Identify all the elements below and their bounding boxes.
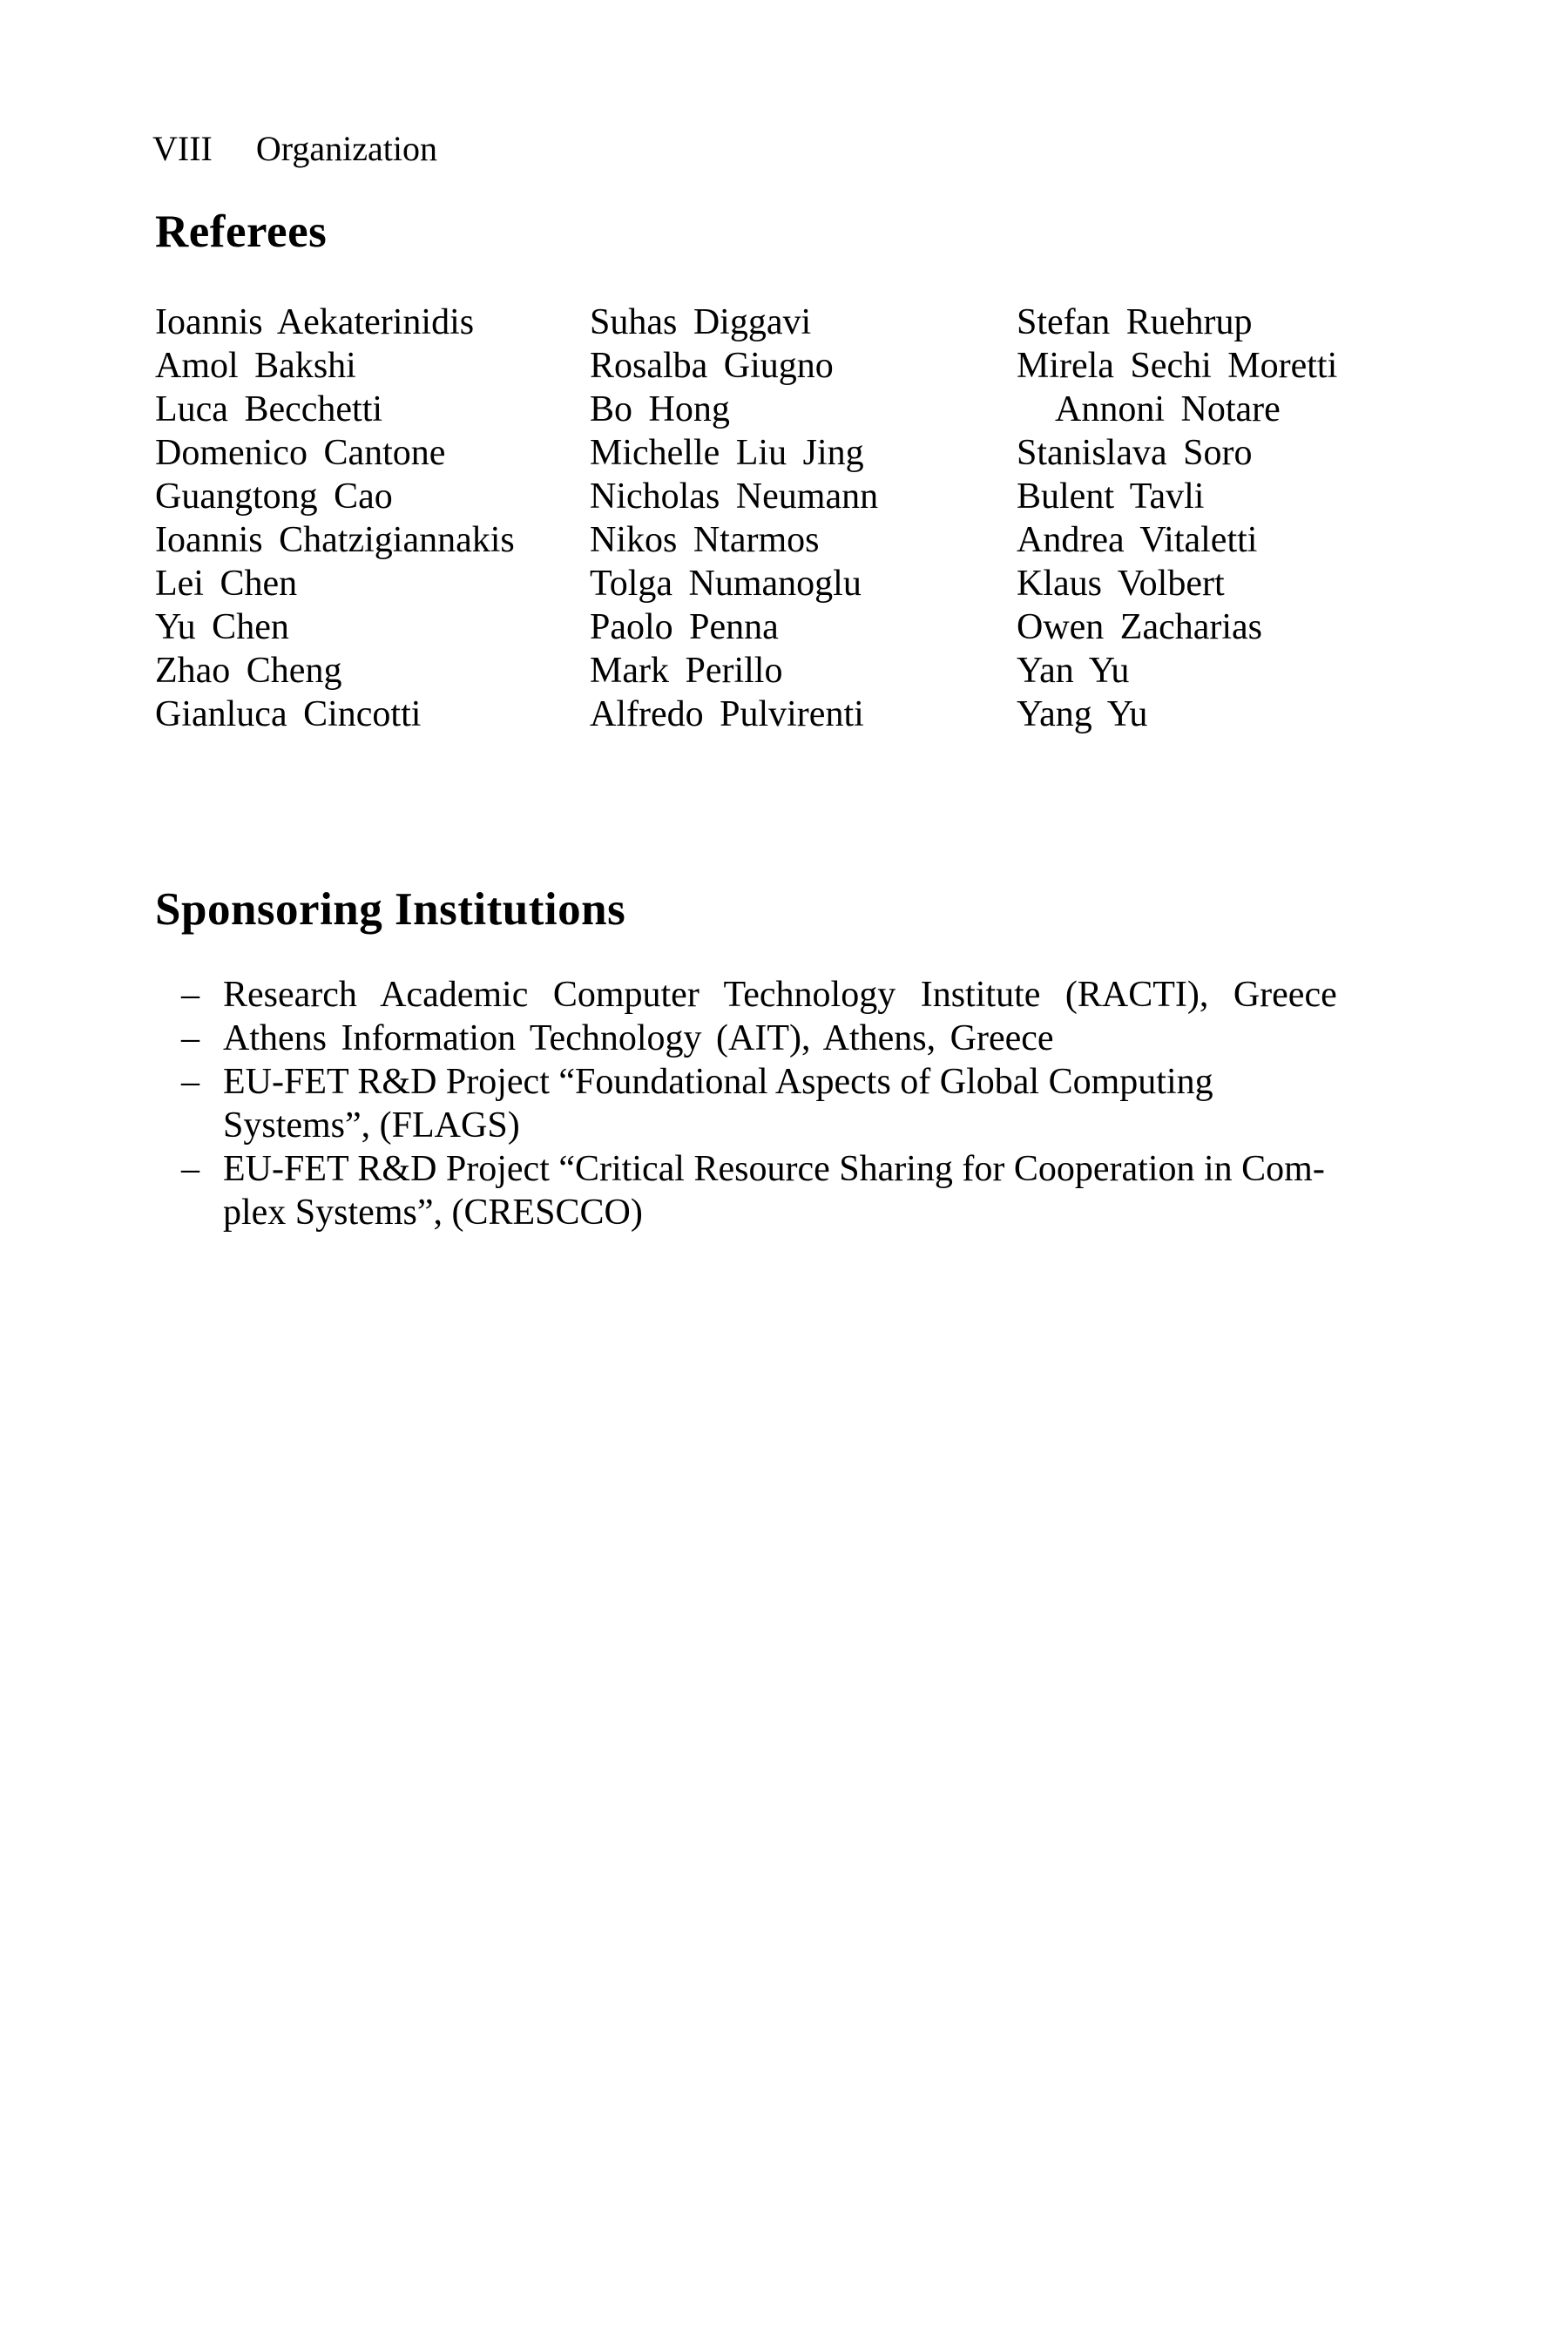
- referee-name: Paolo Penna: [590, 607, 779, 647]
- referee-name: Gianluca Cincotti: [155, 694, 422, 734]
- referee-name: Amol Bakshi: [155, 346, 356, 386]
- referee-name: Zhao Cheng: [155, 651, 342, 691]
- sponsoring-heading: Sponsoring Institutions: [155, 884, 626, 935]
- referee-name: Stefan Ruehrup: [1017, 302, 1253, 342]
- referee-name: Ioannis Chatzigiannakis: [155, 520, 515, 560]
- referee-name: Nicholas Neumann: [590, 476, 879, 517]
- referee-name: Domenico Cantone: [155, 433, 446, 473]
- referee-name: Mark Perillo: [590, 651, 783, 691]
- referee-name: Stanislava Soro: [1017, 433, 1253, 473]
- text-line: EU-FET R&D Project “Critical Resource Sharing for Cooperation in Com-: [223, 1149, 1325, 1189]
- referee-name: Yang Yu: [1017, 694, 1148, 734]
- dash-bullet-icon: –: [181, 1149, 199, 1189]
- sponsor-item-text: [223, 973, 1411, 1017]
- sponsor-list: [181, 973, 1411, 1234]
- referee-name: Suhas Diggavi: [590, 302, 812, 342]
- referee-name: Bulent Tavli: [1017, 476, 1205, 517]
- referee-name: Tolga Numanoglu: [590, 564, 862, 604]
- text-line: EU-FET R&D Project “Foundational Aspects of Global Computing: [223, 1062, 1213, 1102]
- referees-heading: Referees: [155, 206, 328, 257]
- referee-name: Yu Chen: [155, 607, 289, 647]
- sponsor-item-text: [223, 1060, 1411, 1147]
- referee-name: Annoni Notare: [1055, 389, 1281, 429]
- referees-column-1: [155, 301, 590, 736]
- referees-column-2: [590, 301, 1017, 736]
- referee-name: Mirela Sechi Moretti: [1017, 346, 1338, 386]
- referee-name: Nikos Ntarmos: [590, 520, 820, 560]
- dash-bullet-icon: –: [181, 1062, 199, 1102]
- text-line: plex Systems”, (CRESCCO): [223, 1193, 643, 1233]
- running-header: [152, 131, 437, 167]
- sponsor-item-text: [223, 1147, 1411, 1234]
- sponsor-item: [181, 1017, 1411, 1060]
- referee-name: Guangtong Cao: [155, 476, 393, 517]
- text-line: Systems”, (FLAGS): [223, 1105, 520, 1146]
- dash-bullet-icon: –: [181, 1018, 199, 1058]
- referee-name: Klaus Volbert: [1017, 564, 1225, 604]
- referee-name: Luca Becchetti: [155, 389, 383, 429]
- page-number: VIII: [152, 129, 213, 168]
- referee-name: Owen Zacharias: [1017, 607, 1263, 647]
- sponsor-item: [181, 1060, 1411, 1147]
- sponsor-item: [181, 973, 1411, 1017]
- referee-name: Rosalba Giugno: [590, 346, 834, 386]
- referee-name: Andrea Vitaletti: [1017, 520, 1258, 560]
- sponsor-item: [181, 1147, 1411, 1234]
- referee-name: Ioannis Aekaterinidis: [155, 302, 475, 342]
- text-line: Athens Information Technology (AIT), Athens, Greece: [223, 1018, 1054, 1058]
- referee-name: Yan Yu: [1017, 651, 1130, 691]
- referees-column-3: [1017, 301, 1436, 736]
- referee-name: Alfredo Pulvirenti: [590, 694, 864, 734]
- referees-columns: [155, 301, 1436, 736]
- sponsor-item-text: [223, 1017, 1411, 1060]
- text-line: Research Academic Computer Technology Institute (RACTI), Greece: [223, 975, 1337, 1015]
- running-header-title: Organization: [255, 129, 437, 168]
- referee-name: Michelle Liu Jing: [590, 433, 864, 473]
- dash-bullet-icon: –: [181, 975, 199, 1015]
- referee-name: Lei Chen: [155, 564, 298, 604]
- referee-name: Bo Hong: [590, 389, 730, 429]
